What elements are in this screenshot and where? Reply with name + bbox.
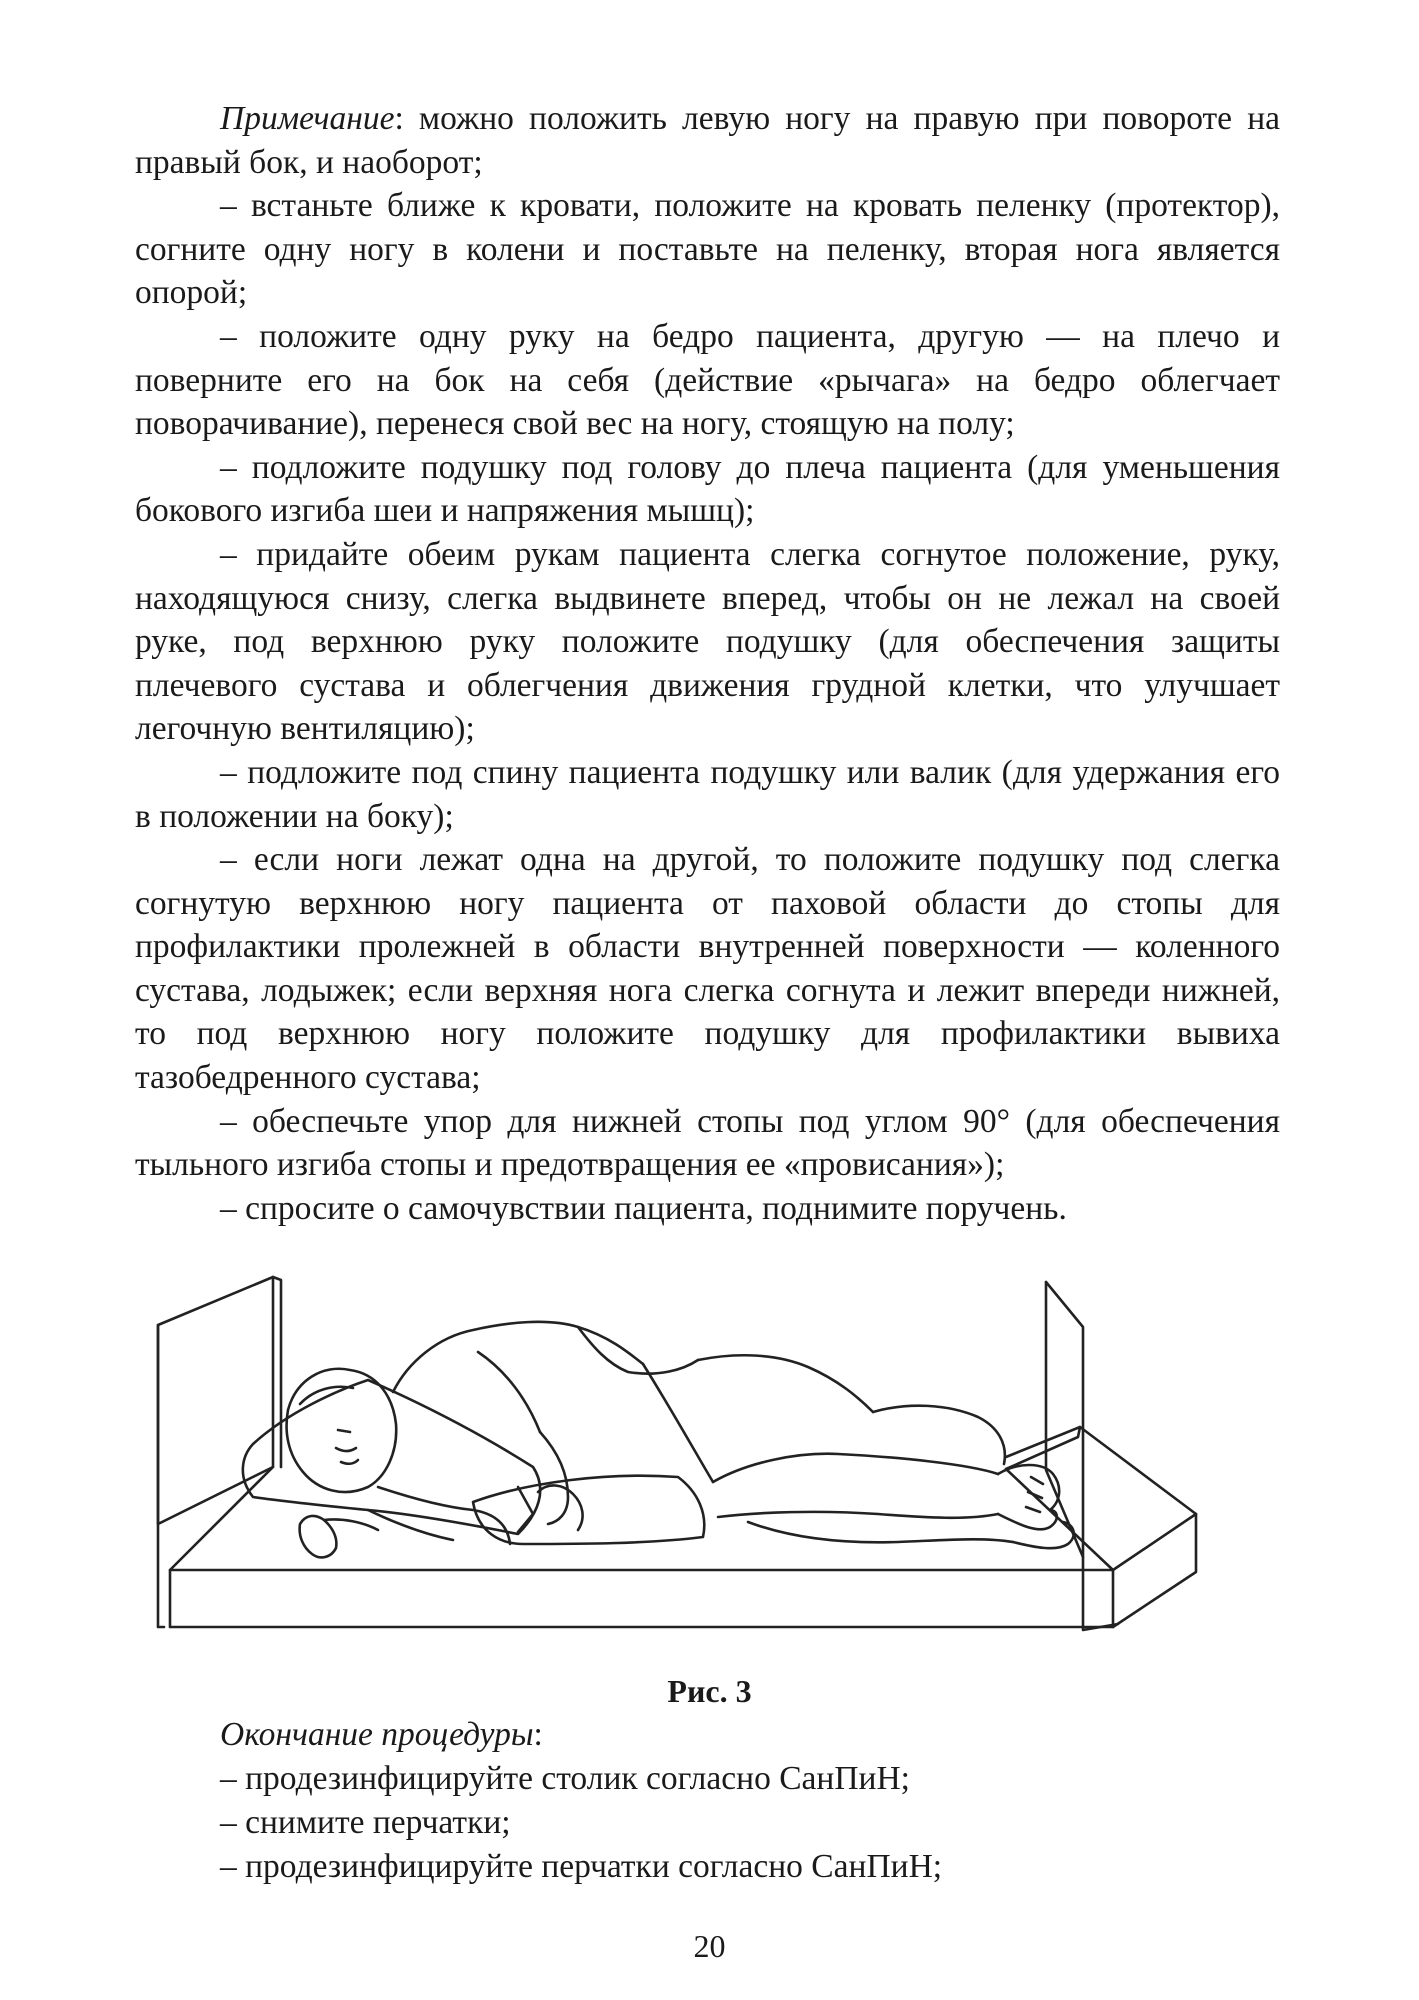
patient-figure [287,1322,1074,1558]
ending-heading-colon: : [533,1716,543,1753]
bed-patient-illustration [138,1252,1278,1652]
ending-heading-text: Окончание процедуры [220,1716,534,1753]
list-item: – подложите подушку под голову до плеча пациента (для уменьшения бокового изгиба шеи и напряжения мышц); [135,448,1280,530]
list-item: – подложите под спину пациента подушку или валик (для удержания его в положении на боку); [135,753,1280,835]
footboard [1046,1282,1118,1630]
ending-item: – продезинфицируйте столик согласно СанПиН; [220,1760,910,1797]
note-paragraph [135,97,1280,184]
ending-heading [135,1713,1280,1757]
headboard [158,1277,281,1627]
list-item: – положите одну руку на бедро пациента, другую — на плечо и поверните его на бок на себя (действие «рычага» на бедро облегчает поворачивание), перенеся свой вес на ногу, стоящую на полу; [135,317,1280,443]
list-item: – встаньте ближе к кровати, положите на кровать пеленку (протектор), согните одну ногу в колени и поставьте на пеленку, вторая нога является опорой; [135,187,1280,312]
figure-caption: Рис. 3 [667,1673,752,1709]
list-item: – придайте обеим рукам пациента слегка согнутое положение, руку, находящуюся снизу, слегка выдвинете вперед, чтобы он не лежал на своей руке, под верхнюю руку положите подушку (для обеспечения защиты плечевого сустава и облегчения движения грудной клетки, что улучшает легочную вентиляцию); [135,535,1280,748]
ending-section [135,1713,1280,1889]
page-number: 20 [693,1928,726,1964]
note-label: Примечание [220,100,395,137]
figure-patient-side-position [138,1252,1278,1652]
list-item: – спросите о самочувствии пациента, поднимите поручень. [220,1189,1067,1227]
note-text: : можно положить левую ногу на правую при повороте на правый бок, и наоборот; [135,100,1280,181]
list-item: – обеспечьте упор для нижней стопы под углом 90° (для обеспечения тыльного изгиба стопы и предотвращения ее «провисания»); [135,1102,1280,1184]
list-item: – если ноги лежат одна на другой, то положите подушку под слегка согнутую верхнюю ногу пациента от паховой области до стопы для профилактики пролежней в области внутренней поверхности — коленного сустава, лодыжек; если верхняя нога слегка согнута и лежит впереди нижней, то под верхнюю ногу положите подушку для профилактики вывиха тазобедренного сустава; [135,841,1280,1097]
ending-item: – снимите перчатки; [220,1804,511,1841]
mattress [170,1427,1196,1627]
main-text [135,97,1280,1230]
ending-item: – продезинфицируйте перчатки согласно СанПиН; [220,1848,943,1885]
